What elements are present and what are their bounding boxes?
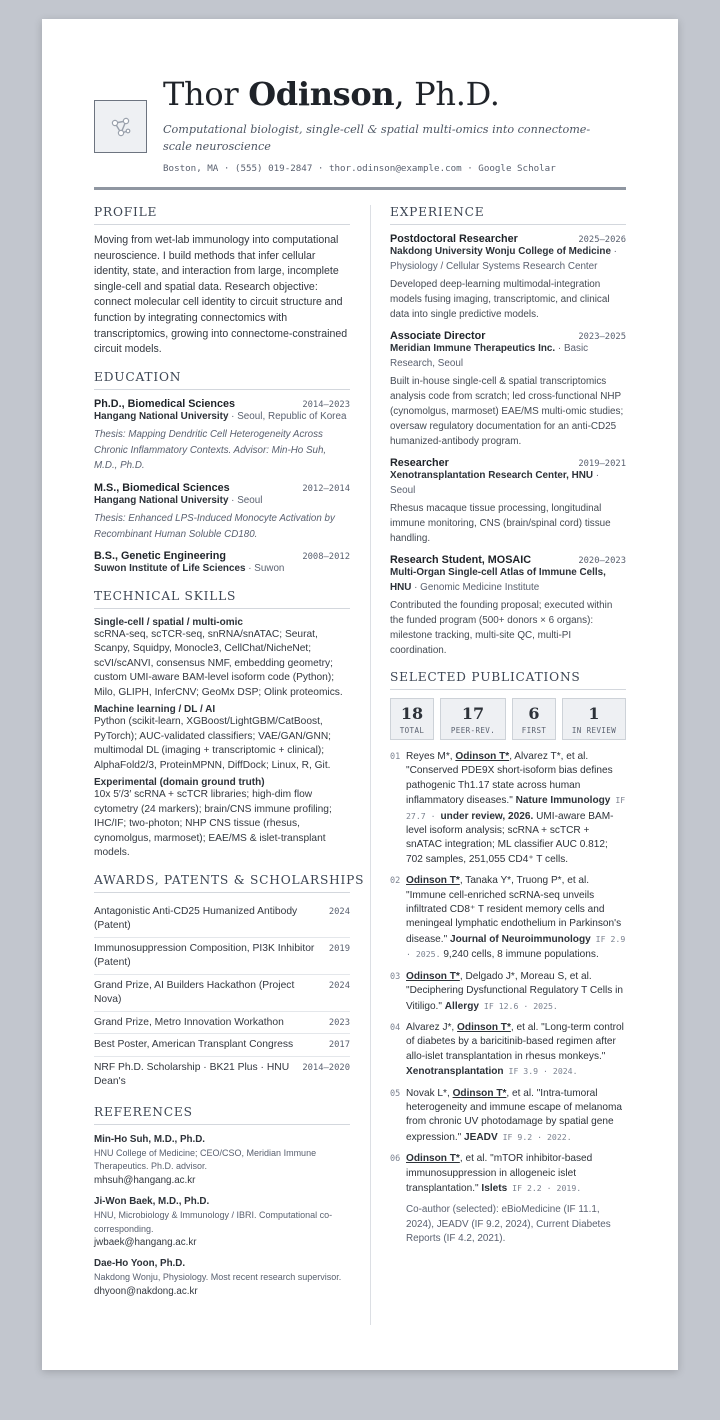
education-entry [94, 550, 350, 577]
publication-number: 01 [390, 752, 401, 762]
candidate-name [163, 75, 500, 113]
reference-email[interactable]: mhsuh@hangang.ac.kr [94, 1174, 196, 1186]
journal-name: Nature Immunology [515, 795, 611, 807]
stat-number: 1 [588, 704, 600, 723]
awards-list [94, 901, 350, 1093]
award-item [94, 1012, 350, 1035]
job-dates: 2023–2025 [578, 332, 626, 342]
reference-name: Ji-Won Baek, M.D., Ph.D. [94, 1195, 210, 1207]
citation-body: , et al. "mTOR inhibitor-based immunosuppression in allogeneic islet transplantation." [406, 1153, 593, 1194]
impact-factor: IF 12.6 · 2025. [478, 1000, 558, 1011]
award-year: 2014–2020 [302, 1062, 350, 1073]
publication-item [390, 970, 626, 1014]
self-author: Odinson T* [455, 751, 510, 762]
resume-page [42, 19, 678, 1370]
skill-group-heading: Single-cell / spatial / multi-omic [94, 616, 243, 628]
employer: Nakdong University Wonju College of Medicine [390, 246, 611, 257]
publication-item [390, 1021, 626, 1080]
skills-list [94, 617, 350, 861]
self-author: Odinson T* [452, 1087, 507, 1099]
publication-note: 9,240 cells, 8 immune populations. [440, 949, 599, 961]
job-dates: 2019–2021 [578, 459, 626, 469]
publication-citation [406, 750, 626, 867]
location: · Seoul, Republic of Korea [228, 410, 347, 422]
impact-factor: IF 2.2 · 2019. [507, 1182, 582, 1193]
employer: Multi-Organ Single-cell Atlas of Immune Cells, HNU [390, 567, 606, 593]
degree-dates: 2014–2023 [302, 399, 350, 410]
education-entry [94, 482, 350, 543]
section-heading-awards: AWARDS, PATENTS & SCHOLARSHIPS [94, 873, 350, 893]
award-name: Antagonistic Anti-CD25 Humanized Antibody (Patent) [94, 905, 298, 932]
self-author: Odinson T* [406, 1153, 460, 1165]
degree-title: B.S., Genetic Engineering [94, 550, 226, 563]
stat-label: TOTAL [399, 726, 425, 735]
stat-label: PEER-REV. [450, 726, 496, 735]
award-name: Immunosuppression Composition, PI3K Inhibitor (Patent) [94, 942, 315, 969]
stat-label: FIRST [521, 726, 547, 735]
experience-entry [390, 330, 626, 449]
contact-line: Boston, MA · (555) 019-2847 · thor.odinson@example.com · Google Scholar [163, 163, 556, 174]
name-suffix: , Ph.D. [394, 75, 500, 113]
location: · Seoul [228, 494, 263, 506]
award-year: 2024 [328, 980, 350, 991]
reference-email[interactable]: dhyoon@nakdong.ac.kr [94, 1285, 198, 1297]
degree-dates: 2008–2012 [302, 552, 350, 563]
self-author: Odinson T* [457, 1021, 511, 1033]
impact-factor: IF 2.9 · 2025. [406, 933, 626, 960]
reference-name: Min-Ho Suh, M.D., Ph.D. [94, 1133, 206, 1145]
award-item [94, 901, 350, 938]
thesis: Thesis: Enhanced LPS-Induced Monocyte Activation by Recombinant Human Soluble CD180. [94, 513, 335, 540]
degree-title: M.S., Biomedical Sciences [94, 481, 230, 494]
right-column [390, 205, 626, 1247]
skill-group-text: Python (scikit-learn, XGBoost/LightGBM/CatBoost, PyTorch); AUC-validated classifiers; VAE/GAN/GNN; multimodal DL (imaging + transcriptomic + clinical); AlphaFold2/3, ProteinMPNN, DiffDock; Linux, R, Git. [94, 716, 332, 771]
header-divider [94, 187, 626, 190]
impact-factor: IF 27.7 · [406, 795, 626, 821]
publication-status: under review, 2026. [440, 810, 534, 822]
monogram-logo [94, 100, 147, 153]
job-description: Built in-house single-cell & spatial transcriptomics analysis code from scratch; led cross-functional NHP (cynomolgus, marmoset) EAE/MS multi-omic studies; oversaw regulatory documentation for an anti-CD25 humanized-antibody program. [390, 376, 624, 447]
last-name: Odinson [248, 75, 395, 113]
department: · Physiology / Cellular Systems Research Center [390, 246, 617, 272]
section-heading-profile: PROFILE [94, 205, 350, 225]
profile-text: Moving from wet-lab immunology into computational neuroscience. I build methods that infer cellular identity, state, and interaction from large, incomplete single-cell and spatial data. Research objective: connect molecular cell identity to circuit structure and function by integrating connectomics with transcriptomics, growing into connectome-constrained circuit models. [94, 234, 348, 356]
reference-entry [94, 1195, 350, 1250]
reference-description: HNU, Microbiology & Immunology / IBRI. Computational co-corresponding. [94, 1209, 333, 1234]
journal-name: Journal of Neuroimmunology [449, 933, 591, 945]
section-heading-education: EDUCATION [94, 370, 350, 390]
publication-citation [406, 1021, 626, 1080]
award-item [94, 1034, 350, 1057]
section-heading-skills: TECHNICAL SKILLS [94, 589, 350, 609]
job-description: Contributed the founding proposal; executed within the funded program (500+ donors × 6 organs): milestone tracking, multi-site QC, multi-PI coordination. [390, 600, 613, 656]
skill-group-text: 10x 5′/3′ scRNA + scTCR libraries; high-dim flow cytometry (24 markers); brain/CNS immune profiling; IHC/IF; two-photon; NHP CNS tissue (rhesus, cynomolgus, marmoset); EAE/MS & islet-transplant models. [94, 789, 332, 859]
self-author: Odinson T* [406, 875, 460, 887]
stat-in-review [562, 698, 626, 740]
award-item [94, 975, 350, 1012]
reference-entry [94, 1257, 350, 1299]
stat-label: IN REVIEW [571, 726, 617, 735]
experience-entry [390, 554, 626, 658]
publication-note: UMI-aware BAM-level isoform analysis; scRNA + scTCR + snATAC integration; ML classifier AUC 0.812; 702 samples, 251,055 CD4⁺ T cells. [406, 810, 614, 865]
employer: Meridian Immune Therapeutics Inc. [390, 343, 556, 354]
stat-number: 6 [528, 704, 540, 723]
experience-entry [390, 457, 626, 546]
journal-name: Xenotransplantation [406, 1066, 504, 1078]
citation-body: , et al. "Intra-tumoral heterogeneity and immune escape of melanoma from chronic UV photodamage by spatial gene expression." [406, 1087, 623, 1143]
first-name: Thor [163, 75, 239, 113]
coauthors: Novak L*, [406, 1087, 453, 1099]
experience-list [390, 233, 626, 658]
education-entry [94, 398, 350, 474]
job-title: Researcher [390, 457, 449, 469]
degree-title: Ph.D., Biomedical Sciences [94, 397, 236, 410]
journal-name: JEADV [464, 1131, 498, 1143]
employer: Xenotransplantation Research Center, HNU [390, 470, 594, 481]
award-item [94, 1057, 350, 1093]
job-description: Developed deep-learning multimodal-integration models fusing imaging, transcriptomic, and clinical data into single predictive models. [390, 279, 610, 320]
reference-email[interactable]: jwbaek@hangang.ac.kr [94, 1237, 197, 1249]
award-year: 2019 [328, 943, 350, 954]
publication-number: 04 [390, 1022, 401, 1033]
coauthors: Alvarez J*, [406, 1021, 458, 1033]
institution: Hangang National University [94, 410, 229, 422]
publication-citation [406, 1087, 626, 1146]
job-title: Postdoctoral Researcher [390, 233, 518, 245]
skill-group-heading: Experimental (domain ground truth) [94, 777, 265, 789]
skill-group-heading: Machine learning / DL / AI [94, 704, 216, 716]
thesis: Thesis: Mapping Dendritic Cell Heterogeneity Across Chronic Inflammatory Contexts. Advisor: Min-Ho Suh, M.D., Ph.D. [94, 429, 327, 472]
tagline: Computational biologist, single-cell & spatial multi-omics into connectome-scale neuroscience [163, 123, 591, 153]
column-divider [370, 205, 371, 1325]
reference-name: Dae-Ho Yoon, Ph.D. [94, 1258, 186, 1270]
coauthor-note: Co-author (selected): eBioMedicine (IF 11.1, 2024), JEADV (IF 9.2, 2024), Current Diabetes Reports (IF 4.2, 2021). [406, 1204, 611, 1245]
award-name: Grand Prize, Metro Innovation Workathon [94, 1016, 284, 1028]
experience-entry [390, 233, 626, 322]
institution: Hangang National University [94, 494, 229, 506]
reference-description: HNU College of Medicine; CEO/CSO, Meridian Immune Therapeutics. Ph.D. advisor. [94, 1147, 317, 1172]
citation-body: , Delgado J*, Moreau S, et al. "Deciphering Dysfunctional Regulatory T Cells in Vitiligo." [406, 970, 623, 1012]
award-year: 2024 [328, 906, 350, 917]
reference-entry [94, 1133, 350, 1188]
publication-stats [390, 698, 626, 740]
department: · Basic Research, Seoul [390, 343, 589, 369]
stat-first-author [512, 698, 556, 740]
left-column [94, 205, 365, 1306]
stat-number: 17 [461, 704, 485, 723]
stat-number: 18 [400, 704, 424, 723]
network-icon [95, 101, 148, 154]
stat-total [390, 698, 434, 740]
publication-item [390, 750, 626, 867]
award-item [94, 938, 350, 975]
reference-description: Nakdong Wonju, Physiology. Most recent research supervisor. [94, 1272, 342, 1283]
publication-citation [406, 874, 626, 962]
citation-body: , Alvarez T*, et al. "Conserved PDE9X short-isoform bias defines pathogenic Th1.17 state across human inflammatory diseases." [406, 751, 613, 807]
publication-citation [406, 1152, 626, 1196]
job-description: Rhesus macaque tissue processing, longitudinal immune monitoring, CNS (brain/spinal cord) tissue handling. [390, 503, 611, 544]
publication-number: 03 [390, 971, 401, 982]
institution: Suwon Institute of Life Sciences [94, 563, 246, 575]
citation-body: , et al. "Long-term control of diabetes by a baricitinib-based regimen after allo-islet transplantation in rhesus monkeys." [406, 1021, 624, 1062]
award-name: Best Poster, American Transplant Congress [94, 1039, 294, 1051]
award-year: 2023 [328, 1017, 350, 1028]
stat-peer-reviewed [440, 698, 506, 740]
department: · Genomic Medicine Institute [411, 581, 540, 593]
publication-list [390, 750, 626, 1247]
impact-factor: IF 9.2 · 2022. [497, 1131, 572, 1142]
publication-item [390, 1087, 626, 1146]
publication-number: 05 [390, 1088, 401, 1099]
publication-item [390, 1152, 626, 1196]
publication-number: 06 [390, 1154, 401, 1165]
job-title: Associate Director [390, 330, 486, 342]
impact-factor: IF 3.9 · 2024. [503, 1066, 578, 1077]
publication-item [390, 874, 626, 962]
location: · Suwon [245, 563, 285, 575]
publication-citation [406, 970, 626, 1014]
section-heading-publications: SELECTED PUBLICATIONS [390, 670, 626, 690]
degree-dates: 2012–2014 [302, 483, 350, 494]
coauthors: Reyes M*, [406, 751, 456, 762]
section-heading-references: REFERENCES [94, 1105, 350, 1125]
section-heading-experience: EXPERIENCE [390, 205, 626, 225]
job-dates: 2020–2023 [578, 556, 626, 566]
journal-name: Allergy [444, 1000, 479, 1012]
job-title: Research Student, MOSAIC [390, 554, 531, 566]
award-name: NRF Ph.D. Scholarship · BK21 Plus · HNU Dean's [94, 1061, 290, 1088]
journal-name: Islets [481, 1182, 508, 1194]
job-dates: 2025–2026 [578, 235, 626, 245]
award-year: 2017 [328, 1040, 350, 1051]
self-author: Odinson T* [406, 970, 460, 982]
citation-body: , Tanaka Y*, Truong P*, et al. "Immune cell-enriched scRNA-seq unveils infiltrated CD8⁺ T resident memory cells and meningeal lymphatic endothelium in Parkinson's disease." [406, 875, 622, 945]
publication-number: 02 [390, 876, 401, 887]
skill-group-text: scRNA-seq, scTCR-seq, snRNA/snATAC; Seurat, Scanpy, Squidpy, Monocle3, CellChat/NicheNet; scVI/scANVI, consensus NMF, embedding geometry; custom UMI-aware BAM-level isoform code (Python); Milo, GLIPH, InferCNV; GeoMx DSP; Olink proteomics. [94, 628, 343, 698]
award-name: Grand Prize, AI Builders Hackathon (Project Nova) [94, 979, 295, 1006]
education-list [94, 398, 350, 577]
references-list [94, 1133, 350, 1299]
department: · Seoul [390, 470, 600, 496]
